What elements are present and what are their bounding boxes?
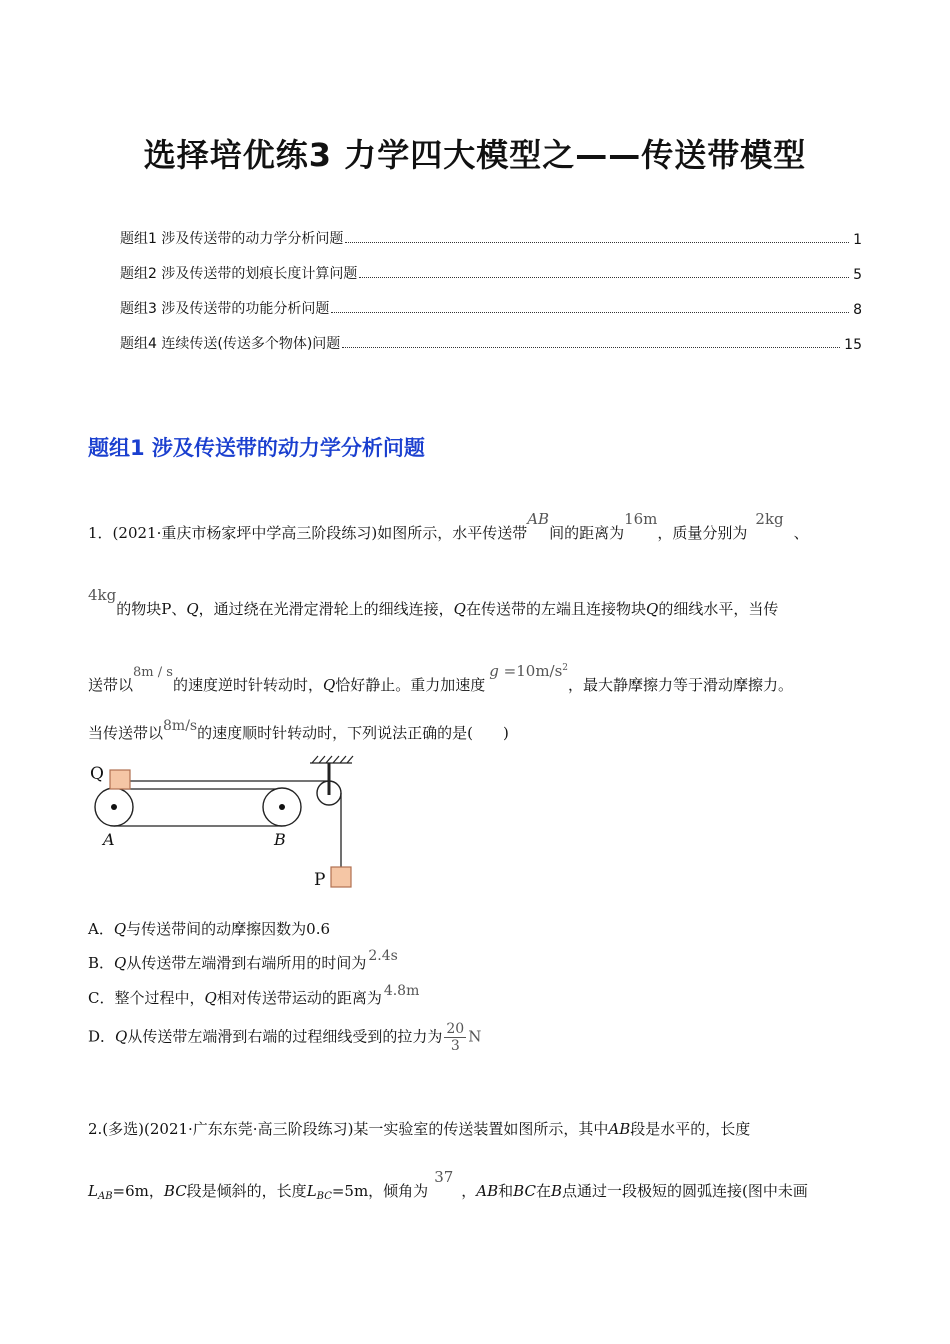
pulley	[317, 781, 341, 805]
toc-page: 15	[844, 337, 862, 353]
roller-a	[95, 788, 133, 826]
q2-line-1: 2.(多选)(2021·广东东莞·高三阶段练习)某一实验室的传送装置如图所示，其中AB段是水平的，长度	[88, 1120, 751, 1138]
block-q	[110, 770, 130, 789]
toc-label: 题组2 涉及传送带的划痕长度计算问题	[120, 266, 358, 282]
option-a[interactable]: A．Q与传送带间的动摩擦因数为0.6	[88, 920, 331, 938]
page-title: 选择培优练3 力学四大模型之——传送带模型	[143, 136, 807, 174]
string	[130, 781, 341, 867]
option-b[interactable]: B．Q从传送带左端滑到右端所用的时间为 2.4s	[88, 948, 398, 972]
q1-line-2: 4kg的物块P、Q，通过绕在光滑定滑轮上的细线连接，Q在传送带的左端且连接物块Q的细线水平，当传	[88, 586, 779, 618]
toc-page: 8	[853, 302, 862, 318]
option-c[interactable]: C．整个过程中，Q相对传送带运动的距离为 4.8m	[88, 983, 420, 1007]
q1-line-1: 1．(2021·重庆市杨家坪中学高三阶段练习)如图所示，水平传送带AB间的距离为16m，质量分别为2kg、	[88, 510, 809, 542]
toc-page: 1	[853, 232, 862, 248]
label-p: P	[314, 870, 326, 890]
toc-entry[interactable]	[120, 331, 862, 353]
section-heading: 题组1 涉及传送带的动力学分析问题	[88, 436, 425, 460]
roller-b	[263, 788, 301, 826]
option-d[interactable]: D．Q从传送带左端滑到右端的过程细线受到的拉力为 $\frac{20}{3}$ N	[88, 1021, 482, 1054]
label-a: A	[103, 830, 115, 849]
block-p	[331, 867, 351, 887]
toc-entry[interactable]	[120, 226, 862, 248]
q1-line-4: 当传送带以8m/s的速度顺时针转动时，下列说法正确的是( )	[88, 718, 509, 742]
label-b: B	[274, 830, 286, 849]
label-q: Q	[90, 764, 104, 784]
q1-line-3: 送带以8m / s的速度逆时针转动时，Q恰好静止。重力加速度$g =10m/s^2$，最大静摩擦力等于滑动摩擦力。	[88, 662, 794, 694]
fraction: $\frac{20}{3}$	[446, 1021, 465, 1054]
toc-page: 5	[853, 267, 862, 283]
toc-entry[interactable]	[120, 261, 862, 283]
q2-line-2: $L_{AB}=6m$，BC段是倾斜的，长度$L_{BC}=5m$，倾角为37，AB和BC在B点通过一段极短的圆弧连接(图中未画	[88, 1168, 808, 1202]
toc-leader	[342, 347, 840, 348]
conveyor-belt	[114, 789, 282, 826]
toc-leader	[345, 242, 849, 243]
toc-label: 题组4 连续传送(传送多个物体)问题	[120, 336, 341, 352]
toc-leader	[331, 312, 849, 313]
toc-label: 题组1 涉及传送带的动力学分析问题	[120, 231, 344, 247]
toc-leader	[359, 277, 849, 278]
conveyor-figure	[88, 755, 368, 895]
toc-entry[interactable]	[120, 296, 862, 318]
toc-label: 题组3 涉及传送带的功能分析问题	[120, 301, 330, 317]
